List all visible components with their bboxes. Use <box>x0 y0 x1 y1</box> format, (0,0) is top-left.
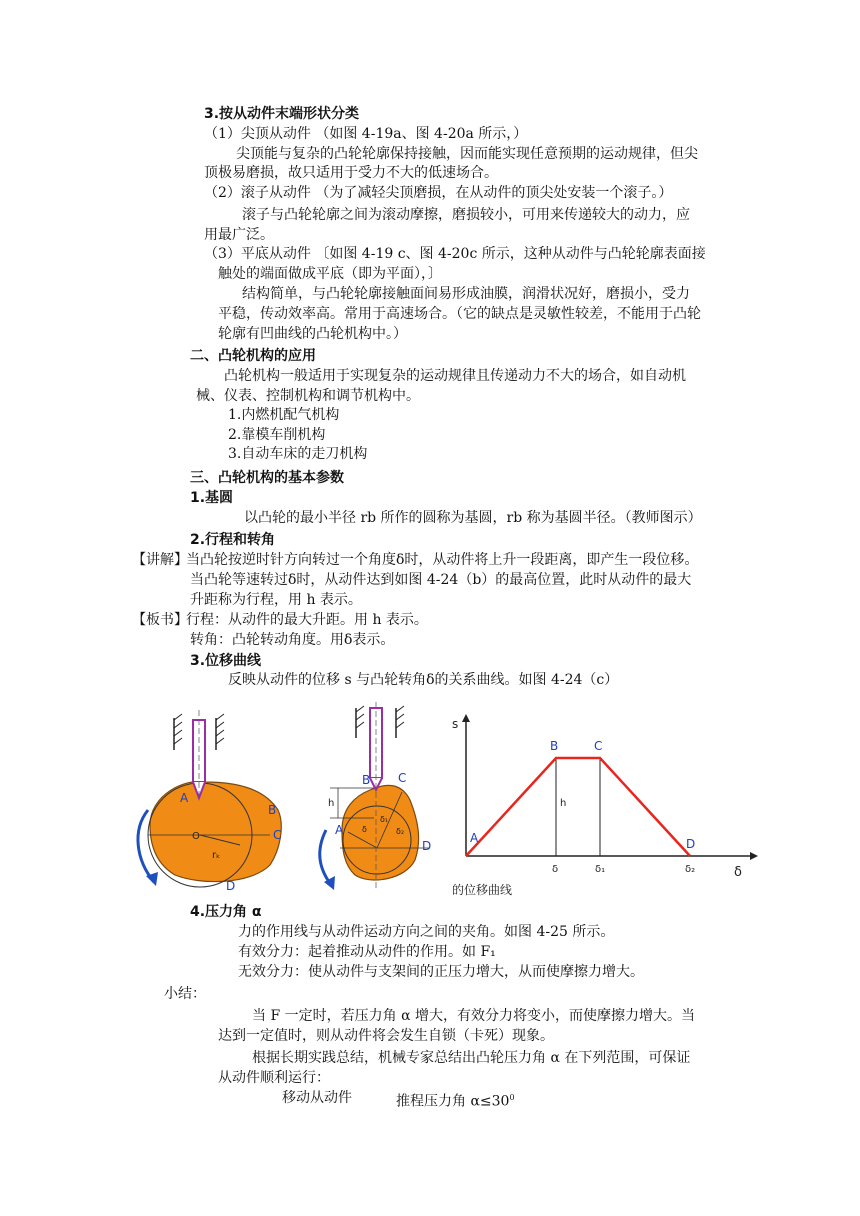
subsection-stroke: 2.行程和转角 <box>190 532 276 548</box>
paragraph-line: 无效分力：使从动件与支架间的正压力增大，从而使摩擦力增大。 <box>238 964 644 980</box>
displacement-graph <box>452 714 758 880</box>
list-item: 2.靠模车削机构 <box>228 427 326 443</box>
point-label-c: C <box>594 739 603 753</box>
paragraph-line: 械、仪表、控制机构和调节机构中。 <box>196 388 420 404</box>
label-o: O <box>192 831 200 842</box>
displacement-curve <box>466 758 690 856</box>
paragraph-line: 凸轮机构一般适用于实现复杂的运动规律且传递动力不大的场合，如自动机 <box>224 368 686 384</box>
label-rb: rₖ <box>212 850 221 861</box>
tick-delta: δ <box>552 864 559 875</box>
paragraph-line: 滚子与凸轮轮廓之间为滚动摩擦，磨损较小，可用来传递较大的动力，应 <box>242 207 690 223</box>
paragraph-line: 行程：从动件的最大升距。用 h 表示。 <box>186 612 428 628</box>
cam-figure <box>130 700 760 900</box>
pressure-limit-text: 推程压力角 α≤30 <box>396 1093 510 1110</box>
paragraph-line: 轮廓有凹曲线的凸轮机构中。） <box>218 326 407 342</box>
paragraph-line: 以凸轮的最小半径 rb 所作的圆称为基圆，rb 称为基圆半径。（教师图示） <box>244 510 702 526</box>
degree-superscript: 0 <box>509 1093 515 1102</box>
label-d: D <box>226 879 236 893</box>
item-pointed-follower: （1）尖顶从动件 （如图 4-19a、图 4-20a 所示，） <box>204 126 528 142</box>
section-title-application: 二、凸轮机构的应用 <box>190 348 316 364</box>
paragraph-line: 力的作用线与从动件运动方向之间的夹角。如图 4-25 所示。 <box>238 924 615 940</box>
label-a: A <box>335 823 344 837</box>
label-d: D <box>422 839 432 853</box>
axis-label-delta: δ <box>734 865 742 880</box>
paragraph-line: 触处的端面做成平底（即为平面），〕 <box>218 266 442 282</box>
list-item: 1.内燃机配气机构 <box>228 407 340 423</box>
subsection-pressure-angle: 4.压力角 α <box>190 904 262 920</box>
paragraph-line: 移动从动件 <box>282 1090 352 1106</box>
label-h: h <box>328 798 335 809</box>
point-label-b: B <box>550 739 559 753</box>
paragraph-line: 平稳，传动效率高。常用于高速场合。（它的缺点是灵敏性较差，不能用于凸轮 <box>218 306 701 322</box>
paragraph-line: 当凸轮按逆时针方向转过一个角度δ时，从动件将上升一段距离，即产生一段位移。 <box>186 552 699 568</box>
summary-label: 小结： <box>164 986 206 1002</box>
label-b: B <box>362 773 371 787</box>
label-c: C <box>398 771 407 785</box>
paragraph-line: 根据长期实践总结，机械专家总结出凸轮压力角 α 在下列范围，可保证 <box>252 1050 691 1066</box>
item-flat-follower: （3）平底从动件 〔如图 4-19 c、图 4-20c 所示，这种从动件与凸轮轮廓表面接 <box>204 246 706 262</box>
lecture-tag: 【讲解】 <box>132 552 188 568</box>
item-roller-follower: （2）滚子从动件 （为了减轻尖顶磨损，在从动件的顶尖处安装一个滚子。） <box>204 185 673 201</box>
section-title-follower-shape: 3.按从动件末端形状分类 <box>204 106 360 122</box>
paragraph-line: 转角：凸轮转动角度。用δ表示。 <box>190 632 395 648</box>
cam-profile <box>150 781 281 881</box>
label-delta1: δ₁ <box>380 815 389 824</box>
paragraph-line: 升距称为行程，用 h 表示。 <box>190 592 362 608</box>
axis-label-s: s <box>452 717 459 731</box>
tick-delta2: δ₂ <box>685 864 696 875</box>
subsection-base-circle: 1.基圆 <box>190 490 234 506</box>
cam-profile <box>342 785 419 880</box>
point-label-d: D <box>686 837 696 851</box>
label-h: h <box>560 798 567 809</box>
pressure-limit <box>396 1088 515 1112</box>
paragraph-line: 达到一定值时，则从动件将会发生自锁（卡死）现象。 <box>218 1028 554 1044</box>
figure-caption: 的位移曲线 <box>452 883 513 897</box>
point-label-a: A <box>470 831 479 845</box>
label-a: A <box>180 791 189 805</box>
paragraph-line: 有效分力：起着推动从动件的作用。如 F₁ <box>238 944 496 960</box>
paragraph-line: 结构简单，与凸轮轮廓接触面间易形成油膜，润滑状况好，磨损小，受力 <box>242 286 690 302</box>
paragraph-line: 当 F 一定时，若压力角 α 增大，有效分力将变小，而使摩擦力增大。当 <box>252 1008 695 1024</box>
label-delta: δ <box>362 825 367 834</box>
label-c: C <box>273 828 282 842</box>
paragraph-line: 反映从动件的位移 s 与凸轮转角δ的关系曲线。如图 4-24（c） <box>228 672 619 688</box>
paragraph-line: 当凸轮等速转过δ时，从动件达到如图 4-24（b）的最高位置，此时从动件的最大 <box>190 572 692 588</box>
section-title-parameters: 三、凸轮机构的基本参数 <box>190 470 344 486</box>
list-item: 3.自动车床的走刀机构 <box>228 446 368 462</box>
board-tag: 【板书】 <box>132 612 188 628</box>
cam-diagram-stroke <box>320 702 432 890</box>
subsection-displacement: 3.位移曲线 <box>190 653 262 669</box>
tick-delta1: δ₁ <box>595 864 606 875</box>
paragraph-line: 顶极易磨损，故只适用于受力不大的低速场合。 <box>204 165 498 181</box>
paragraph-line: 尖顶能与复杂的凸轮轮廓保持接触，因而能实现任意预期的运动规律，但尖 <box>236 146 698 162</box>
label-delta2: δ₂ <box>396 827 405 836</box>
paragraph-line: 用最广泛。 <box>204 227 274 243</box>
label-b: B <box>268 803 277 817</box>
paragraph-line: 从动件顺利运行： <box>218 1070 330 1086</box>
cam-diagram-pointed <box>138 710 281 893</box>
